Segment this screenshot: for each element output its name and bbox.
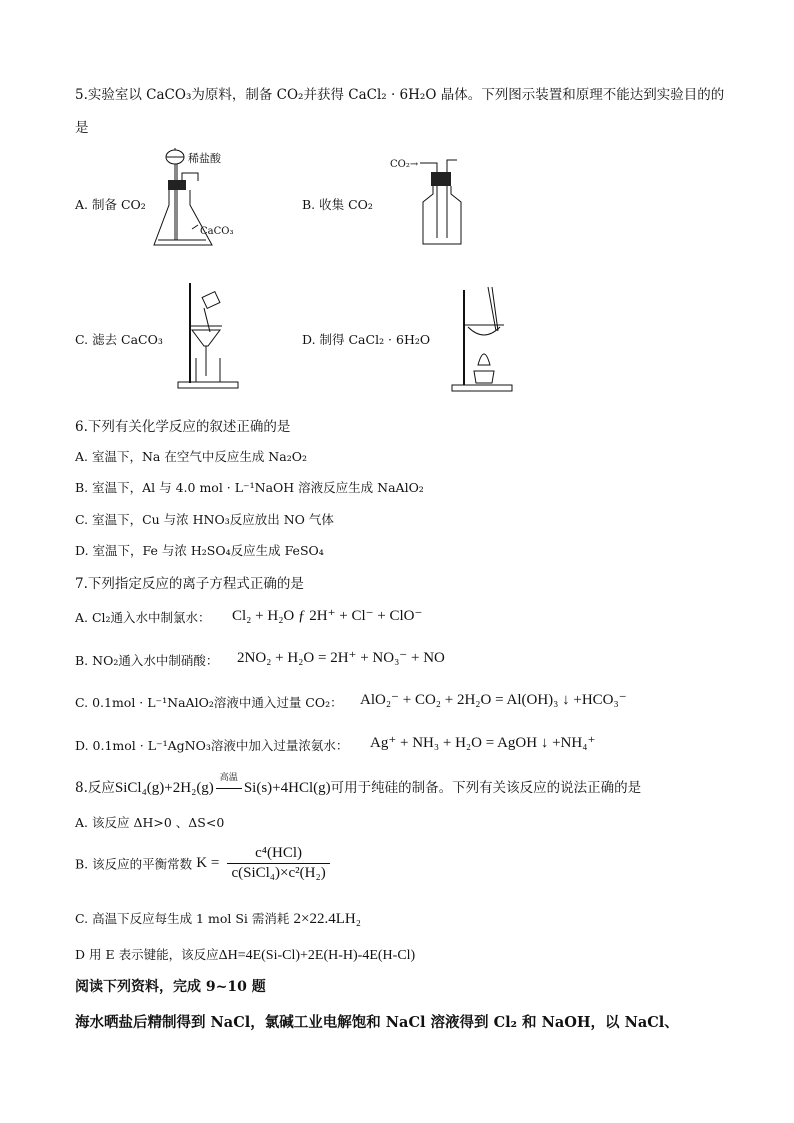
q5-option-d: D. 制得 CaCl₂ · 6H₂O xyxy=(302,332,431,347)
apparatus-evaporation-icon xyxy=(438,285,518,395)
q5-option-b: B. 收集 CO₂ xyxy=(302,197,373,212)
q6-option-c: C. 室温下，Cu 与浓 HNO₃反应放出 NO 气体 xyxy=(75,512,334,527)
q8-option-d xyxy=(75,945,415,964)
label-caco3: CaCO₃ xyxy=(200,226,234,237)
reading-heading: 阅读下列资料，完成 9~10 题 xyxy=(75,979,266,995)
q6-option-a: A. 室温下，Na 在空气中反应生成 Na₂O₂ xyxy=(75,449,307,464)
label-co2-inlet: CO₂→ xyxy=(390,159,419,170)
q6-option-b: B. 室温下，Al 与 4.0 mol · L⁻¹NaOH 溶液反应生成 NaAlO₂ xyxy=(75,480,424,495)
apparatus-collect-co2-icon xyxy=(395,158,485,248)
q8-option-a: A. 该反应 ΔH>0 、ΔS<0 xyxy=(75,815,225,830)
q6-stem: 6.下列有关化学反应的叙述正确的是 xyxy=(75,419,291,435)
apparatus-filtration-icon xyxy=(170,278,250,393)
q5-option-c: C. 滤去 CaCO₃ xyxy=(75,332,163,347)
q7-option-c-equation: AlO₂⁻ + CO₂ + 2H₂O = Al(OH)₃ ↓ +HCO₃⁻ xyxy=(360,692,627,708)
q8-option-c-equation: 2×22.4LH₂ xyxy=(293,911,361,927)
q7-option-b-equation: 2NO₂ + H₂O = 2H⁺ + NO₃⁻ + NO xyxy=(237,650,445,666)
reading-text: 海水晒盐后精制得到 NaCl，氯碱工业电解饱和 NaCl 溶液得到 Cl₂ 和 NaOH，以 NaCl、 xyxy=(75,1014,679,1031)
q7-option-a-text: A. Cl₂通入水中制氯水： xyxy=(75,610,211,625)
q8-option-c-text: C. 高温下反应每生成 1 mol Si 需消耗 xyxy=(75,911,290,926)
label-dilute-hcl: 稀盐酸 xyxy=(188,152,221,165)
q7-option-d-text: D. 0.1mol · L⁻¹AgNO₃溶液中加入过量浓氨水： xyxy=(75,738,349,753)
q8-option-b-text: B. 该反应的平衡常数 xyxy=(75,856,193,872)
q7-option-b-text: B. NO₂通入水中制硝酸： xyxy=(75,653,219,668)
q5-option-a: A. 制备 CO₂ xyxy=(75,197,146,212)
q8-option-d-text: D 用 E 表示键能，该反应 xyxy=(75,947,219,962)
q5-stem-line2: 是 xyxy=(75,120,89,136)
q8-fraction-numerator: c⁴(HCl) xyxy=(227,845,329,864)
q8-arrow xyxy=(216,788,242,789)
q8-option-d-equation: ΔH=4E(Si-Cl)+2E(H-H)-4E(H-Cl) xyxy=(218,948,416,963)
q8-stem-suffix: 可用于纯硅的制备。下列有关该反应的说法正确的是 xyxy=(330,780,642,796)
q8-equilibrium-fraction xyxy=(227,845,329,882)
q8-stem xyxy=(75,773,642,797)
q8-stem-prefix: 8.反应 xyxy=(75,780,115,796)
q8-option-b xyxy=(75,845,330,882)
q8-option-b-lhs: K = xyxy=(196,855,220,871)
q8-condition: 高温 xyxy=(219,773,238,783)
q8-eq-left: SiCl₄(g)+2H₂(g) xyxy=(114,780,214,796)
q8-eq-right: Si(s)+4HCl(g) xyxy=(243,780,331,796)
q7-option-a-equation: Cl₂ + H₂O ƒ 2H⁺ + Cl⁻ + ClO⁻ xyxy=(232,608,423,624)
q8-option-c xyxy=(75,909,361,928)
q5-stem-line1: 5.实验室以 CaCO₃为原料，制备 CO₂并获得 CaCl₂ · 6H₂O 晶体。下列图示装置和原理不能达到实验目的的 xyxy=(75,87,725,103)
q7-option-c-text: C. 0.1mol · L⁻¹NaAlO₂溶液中通入过量 CO₂： xyxy=(75,695,343,710)
q6-option-d: D. 室温下，Fe 与浓 H₂SO₄反应生成 FeSO₄ xyxy=(75,543,324,558)
q8-fraction-denominator: c(SiCl₄)×c²(H₂) xyxy=(231,865,326,881)
q7-option-d-equation: Ag⁺ + NH₃ + H₂O = AgOH ↓ +NH₄⁺ xyxy=(370,735,596,751)
q7-stem: 7.下列指定反应的离子方程式正确的是 xyxy=(75,576,304,592)
